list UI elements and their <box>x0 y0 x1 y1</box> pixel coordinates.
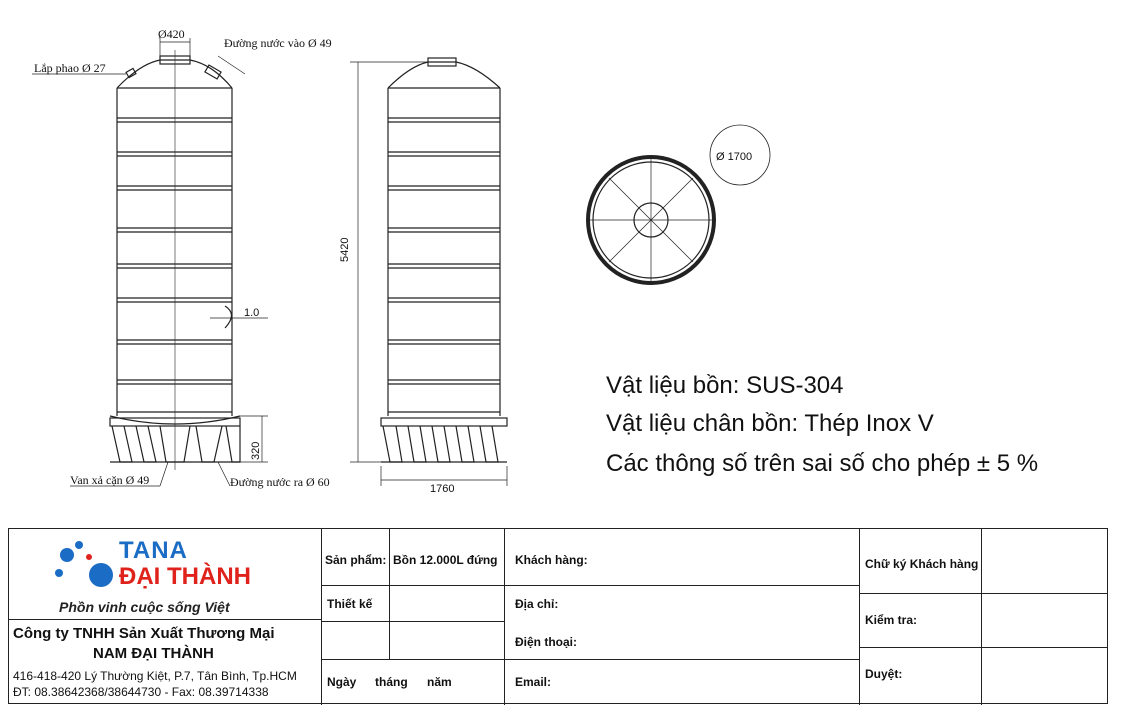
spec-tolerance: Các thông số trên sai số cho phép ± 5 % <box>606 450 1039 477</box>
approve-label: Duyệt: <box>865 667 903 681</box>
signature-label: Chữ ký Khách hàng <box>865 557 979 571</box>
address-label: Địa chỉ: <box>515 597 559 611</box>
tank-side-view <box>350 58 507 486</box>
tank-diameter-label: Ø 1700 <box>716 151 753 163</box>
slope-label: 1.0 <box>244 307 260 319</box>
date-year-label: năm <box>427 675 452 689</box>
base-width-label: 1760 <box>430 483 455 495</box>
date-day-label: Ngày <box>327 675 357 689</box>
date-month-label: tháng <box>375 675 408 689</box>
logo-daithanh: ĐẠI THÀNH <box>119 563 251 590</box>
company-phone: ĐT: 08.38642368/38644730 - Fax: 08.39714338 <box>13 685 269 699</box>
logo-tana: TANA <box>119 537 188 564</box>
product-value: Bồn 12.000L đứng <box>393 553 498 567</box>
spec-material: Vật liệu bồn: SUS-304 <box>606 372 844 399</box>
logo <box>49 535 289 593</box>
customer-label: Khách hàng: <box>515 553 588 567</box>
check-label: Kiểm tra: <box>865 613 918 627</box>
drain-valve-label: Van xả cặn Ø 49 <box>70 473 150 487</box>
slogan: Phồn vinh cuộc sống Việt <box>59 599 230 615</box>
total-height-label: 5420 <box>339 237 351 262</box>
tank-front-view <box>32 38 268 486</box>
email-label: Email: <box>515 675 552 689</box>
company-address: 416-418-420 Lý Thường Kiệt, P.7, Tân Bình, Tp.HCM <box>13 669 297 683</box>
float-cap-label: Lắp phao Ø 27 <box>34 61 106 75</box>
spec-leg-material: Vật liệu chân bồn: Thép Inox V <box>606 410 934 437</box>
water-inlet-label: Đường nước vào Ø 49 <box>224 36 332 50</box>
leg-height-label: 320 <box>250 441 262 460</box>
company-name-line1: Công ty TNHH Sản Xuất Thương Mại <box>13 625 275 642</box>
water-outlet-label: Đường nước ra Ø 60 <box>230 475 330 489</box>
tank-top-view <box>586 125 770 285</box>
designer-label: Thiết kế <box>327 597 373 611</box>
logo-mark-icon <box>49 535 119 593</box>
phone-label: Điện thoại: <box>515 635 577 649</box>
product-label: Sản phẩm: <box>325 553 387 567</box>
top-diameter-label: Ø420 <box>158 27 185 41</box>
company-name-line2: NAM ĐẠI THÀNH <box>93 645 214 662</box>
title-block <box>8 528 1108 704</box>
